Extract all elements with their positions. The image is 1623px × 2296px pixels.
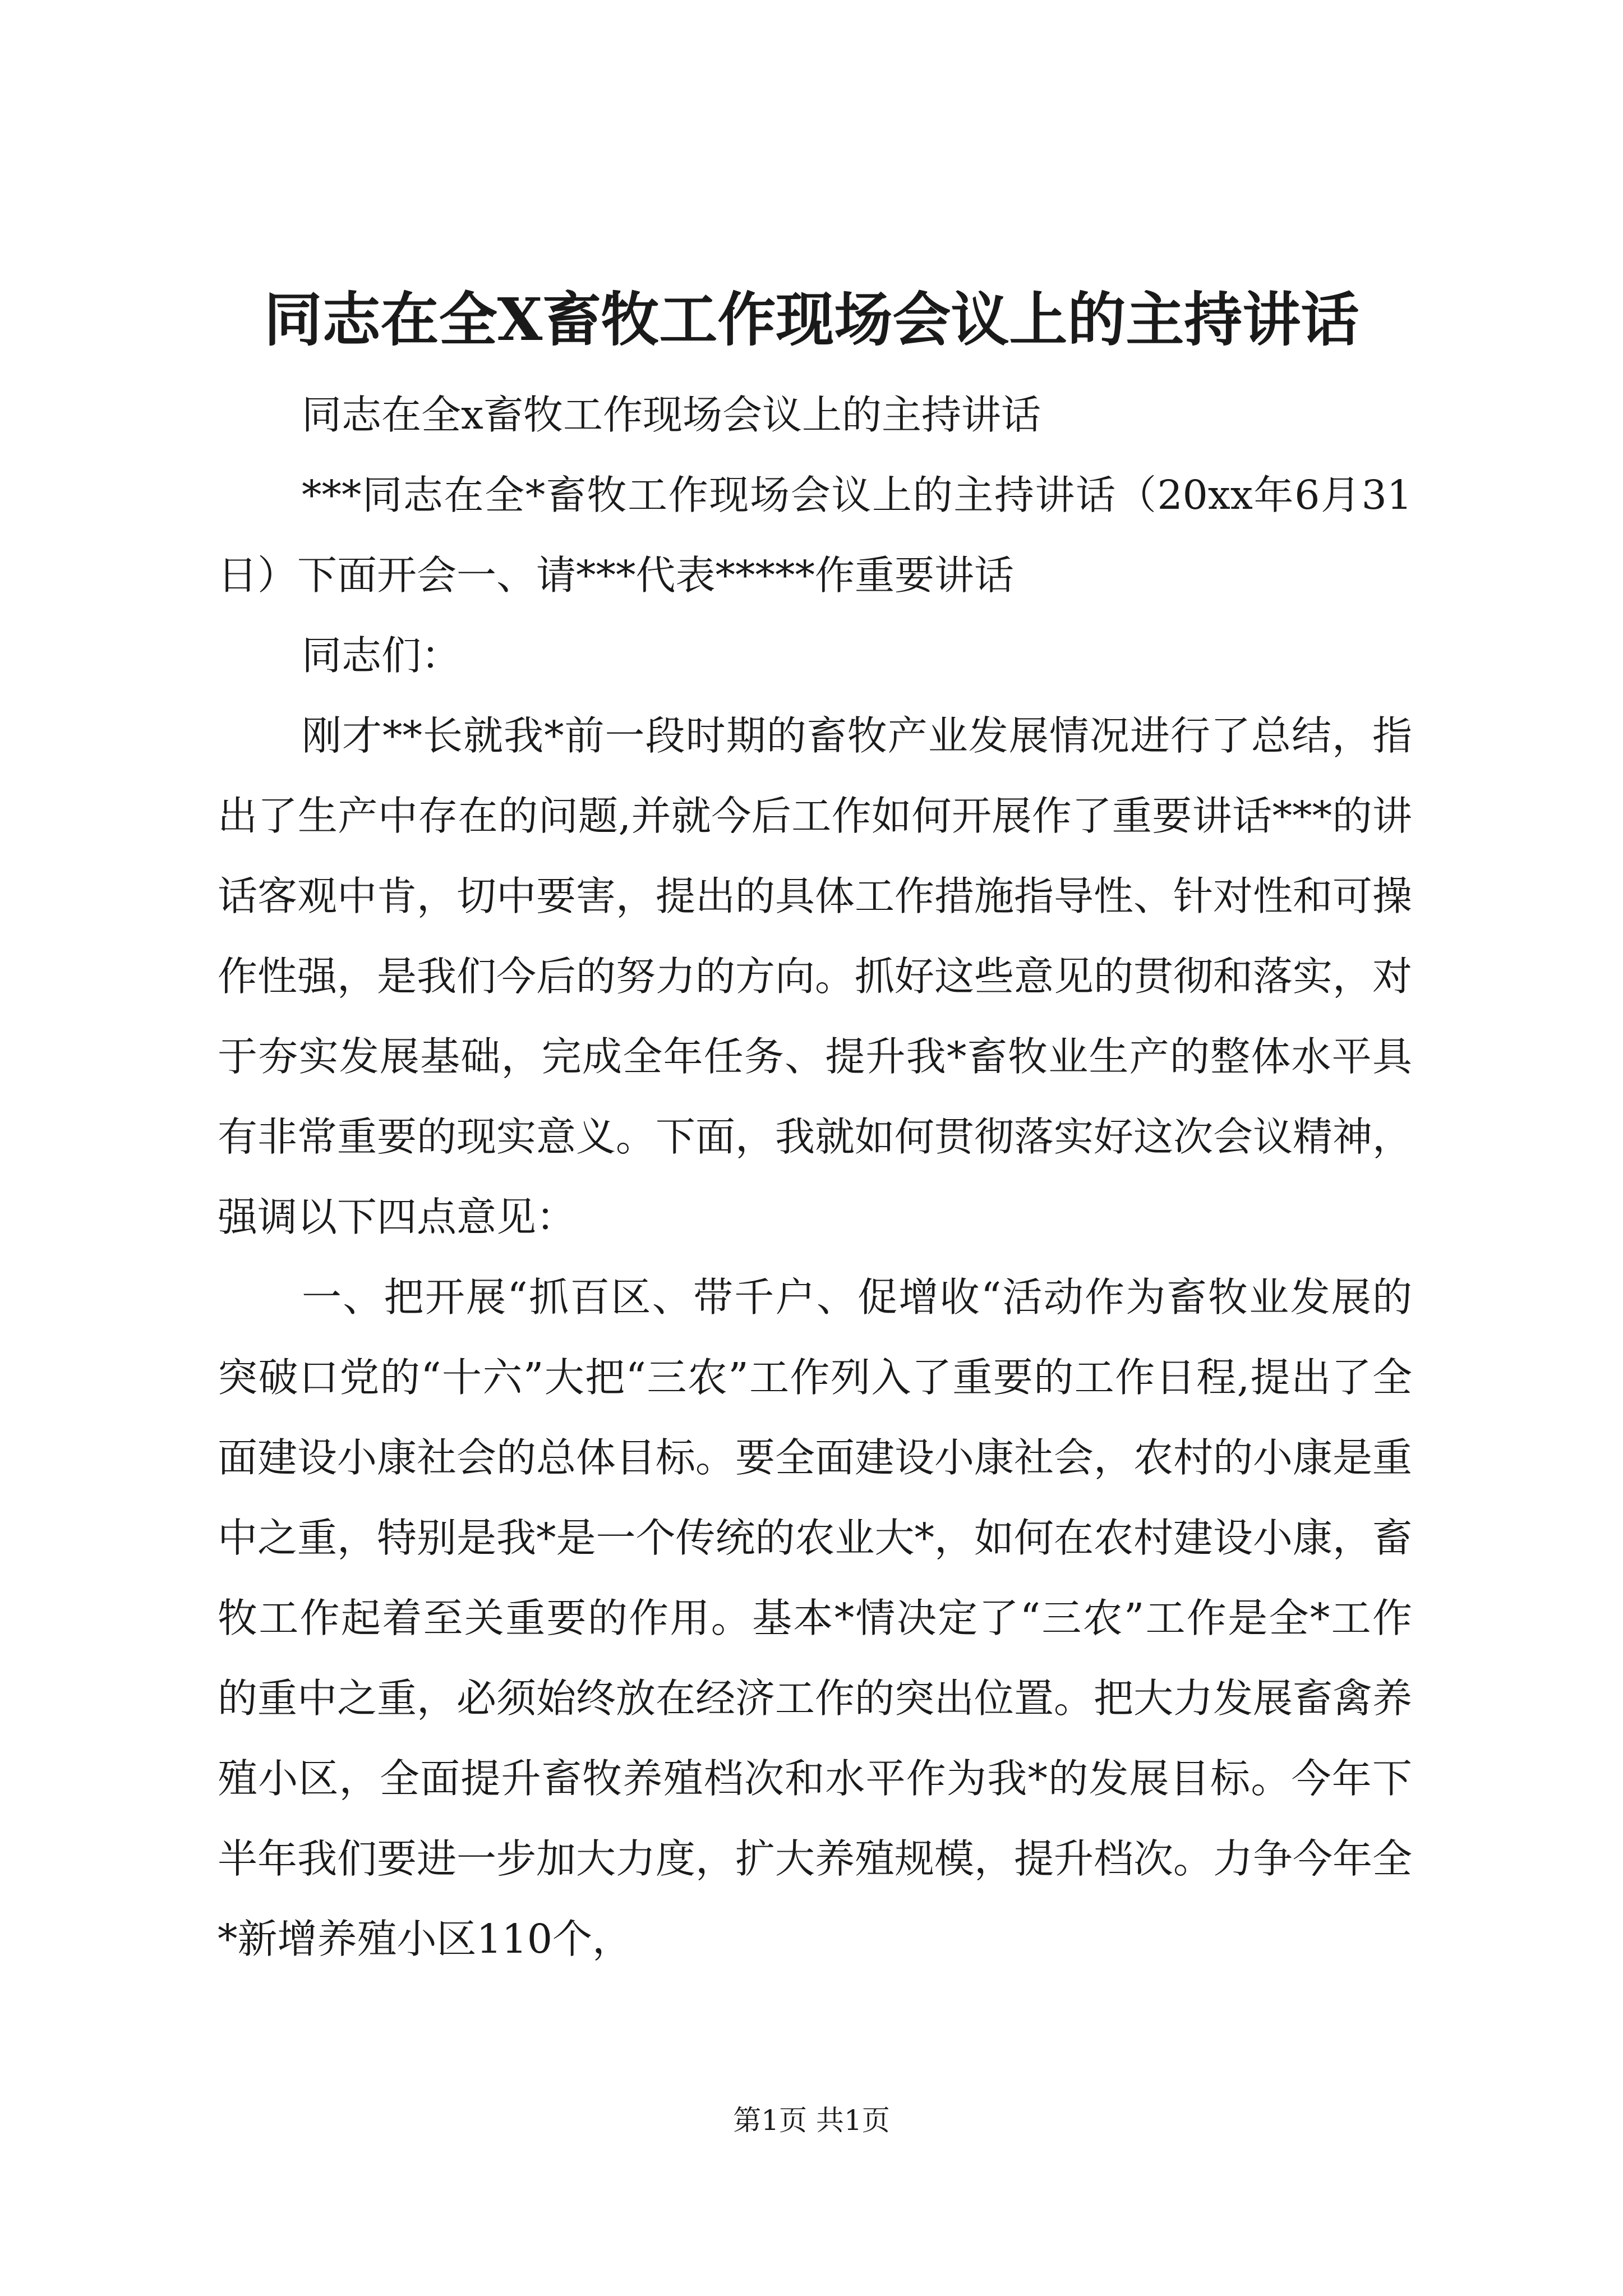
page-footer: 第1页 共1页 [733, 2104, 890, 2137]
paragraph-subtitle: 同志在全x畜牧工作现场会议上的主持讲话 [302, 392, 1041, 438]
document-body [218, 375, 1412, 1979]
paragraph-intro: ***同志在全*畜牧工作现场会议上的主持讲话（20xx年6月31日）下面开会一、请***代表*****作重要讲话 [218, 472, 1412, 599]
paragraph-summary: 刚才**长就我*前一段时期的畜牧产业发展情况进行了总结，指出了生产中存在的问题,并就今后工作如何开展作了重要讲话***的讲话客观中肯，切中要害，提出的具体工作措施指导性、针对性和可操作性强，是我们今后的努力的方向。抓好这些意见的贯彻和落实，对于夯实发展基础，完成全年任务、提升我*畜牧业生产的整体水平具有非常重要的现实意义。下面，我就如何贯彻落实好这次会议精神，强调以下四点意见： [218, 712, 1413, 1240]
paragraph-salutation: 同志们： [302, 632, 462, 679]
document-title: 同志在全X畜牧工作现场会议上的主持讲话 [264, 285, 1359, 354]
paragraph-point-one: 一、把开展“抓百区、带千户、促增收“活动作为畜牧业发展的突破口党的“十六”大把“三农”工作列入了重要的工作日程,提出了全面建设小康社会的总体目标。要全面建设小康社会，农村的小康是重中之重，特别是我*是一个传统的农业大*，如何在农村建设小康，畜牧工作起着至关重要的作用。基本*情决定了“三农”工作是全*工作的重中之重，必须始终放在经济工作的突出位置。把大力发展畜禽养殖小区，全面提升畜牧养殖档次和水平作为我*的发展目标。今年下半年我们要进一步加大力度，扩大养殖规模，提升档次。力争今年全*新增养殖小区110个， [218, 1274, 1413, 1962]
